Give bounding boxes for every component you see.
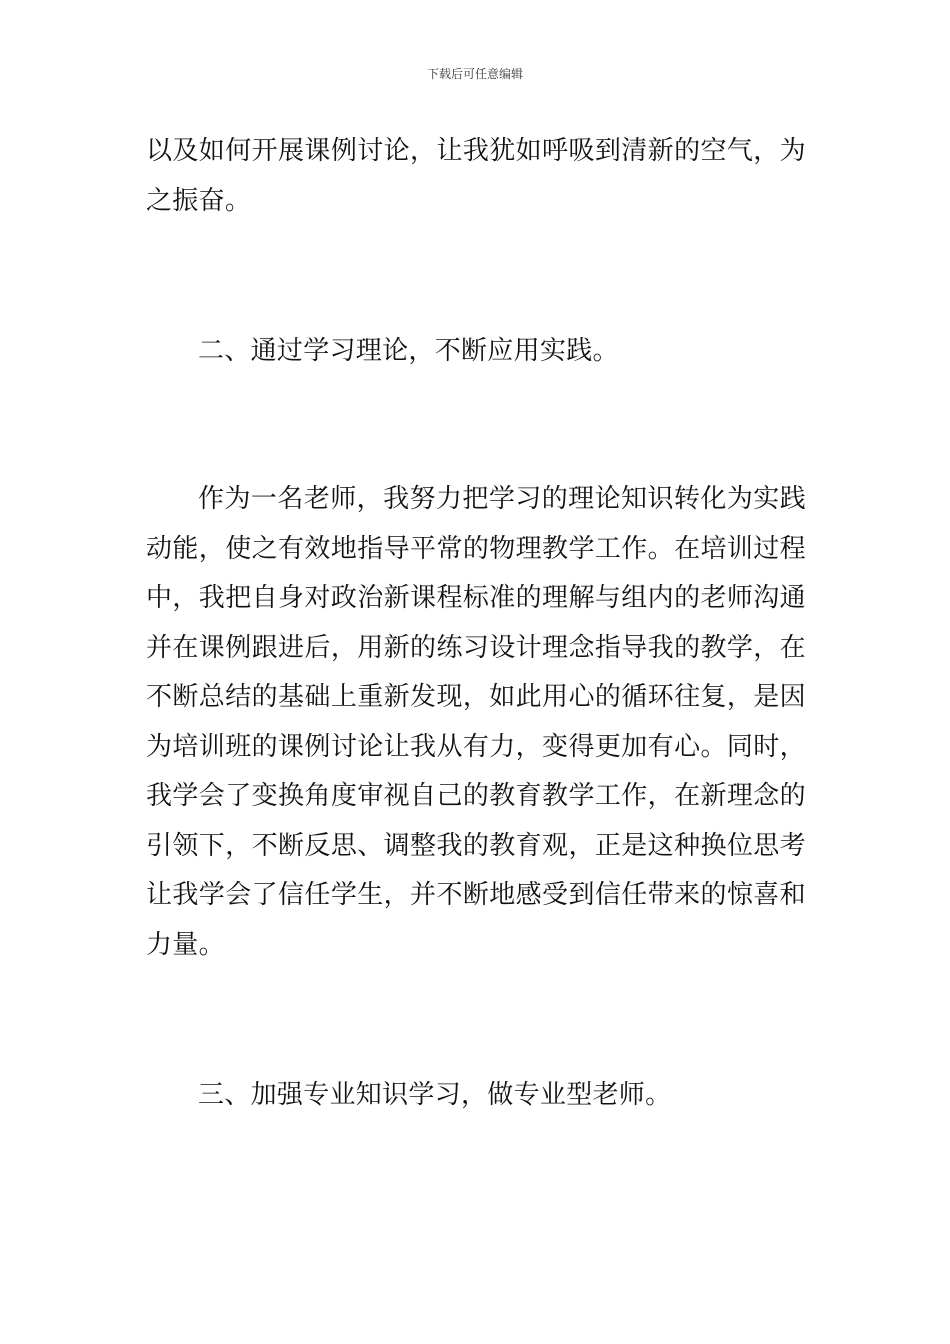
paragraph-continued: 以及如何开展课例讨论，让我犹如呼吸到清新的空气，为之振奋。	[146, 136, 806, 216]
header-note: 下载后可任意编辑	[426, 67, 523, 81]
section-heading-2: 二、通过学习理论，不断应用实践。	[198, 336, 619, 366]
section-heading-3: 三、加强专业知识学习，做专业型老师。	[198, 1080, 672, 1110]
paragraph-2: 作为一名老师，我努力把学习的理论知识转化为实践动能，使之有效地指导平常的物理教学工作。在培训过程中，我把自身对政治新课程标准的理解与组内的老师沟通并在课例跟进后，用新的练习设计理念指导我的教学，在不断总结的基础上重新发现，如此用心的循环往复，是因为培训班的课例讨论让我从有力，变得更加有心。同时，我学会了变换角度审视自己的教育教学工作，在新理念的引领下，不断反思、调整我的教育观，正是这种换位思考让我学会了信任学生，并不断地感受到信任带来的惊喜和力量。	[146, 484, 806, 960]
